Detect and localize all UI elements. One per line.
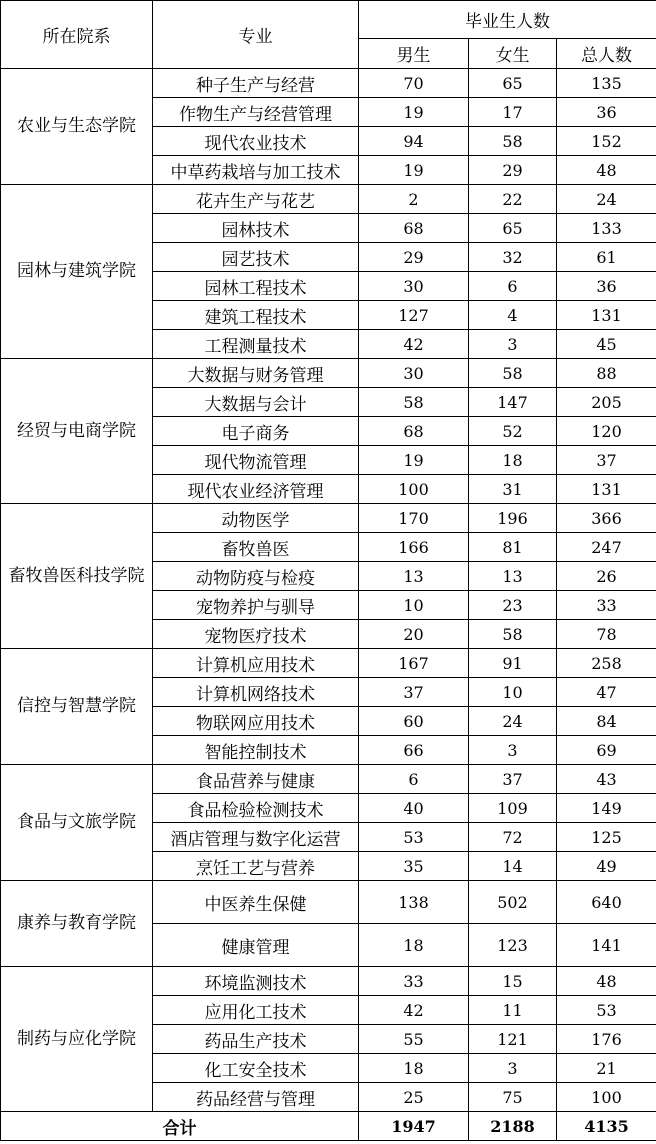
female-count: 24 bbox=[469, 707, 557, 736]
female-count: 14 bbox=[469, 852, 557, 881]
major-cell: 大数据与财务管理 bbox=[153, 359, 359, 388]
total-count: 131 bbox=[557, 475, 656, 504]
major-cell: 物联网应用技术 bbox=[153, 707, 359, 736]
major-cell: 畜牧兽医 bbox=[153, 533, 359, 562]
table-row bbox=[1, 69, 656, 98]
header-male: 男生 bbox=[359, 39, 469, 69]
major-cell: 现代物流管理 bbox=[153, 446, 359, 475]
major-cell: 大数据与会计 bbox=[153, 388, 359, 417]
female-count: 22 bbox=[469, 185, 557, 214]
male-count: 19 bbox=[359, 156, 469, 185]
male-count: 127 bbox=[359, 301, 469, 330]
total-count: 45 bbox=[557, 330, 656, 359]
major-cell: 作物生产与经营管理 bbox=[153, 98, 359, 127]
total-count: 135 bbox=[557, 69, 656, 98]
major-cell: 宠物医疗技术 bbox=[153, 620, 359, 649]
college-cell: 农业与生态学院 bbox=[1, 69, 153, 185]
major-cell: 食品营养与健康 bbox=[153, 765, 359, 794]
total-female: 2188 bbox=[469, 1112, 557, 1141]
major-cell: 动物防疫与检疫 bbox=[153, 562, 359, 591]
college-cell: 畜牧兽医科技学院 bbox=[1, 504, 153, 649]
total-count: 131 bbox=[557, 301, 656, 330]
female-count: 23 bbox=[469, 591, 557, 620]
male-count: 33 bbox=[359, 967, 469, 996]
college-cell: 园林与建筑学院 bbox=[1, 185, 153, 359]
header-total: 总人数 bbox=[557, 39, 656, 69]
total-count: 69 bbox=[557, 736, 656, 765]
major-cell: 健康管理 bbox=[153, 924, 359, 967]
major-cell: 环境监测技术 bbox=[153, 967, 359, 996]
major-cell: 计算机应用技术 bbox=[153, 649, 359, 678]
male-count: 20 bbox=[359, 620, 469, 649]
female-count: 11 bbox=[469, 996, 557, 1025]
major-cell: 药品生产技术 bbox=[153, 1025, 359, 1054]
major-cell: 现代农业经济管理 bbox=[153, 475, 359, 504]
table-row bbox=[1, 504, 656, 533]
male-count: 170 bbox=[359, 504, 469, 533]
male-count: 53 bbox=[359, 823, 469, 852]
male-count: 29 bbox=[359, 243, 469, 272]
male-count: 94 bbox=[359, 127, 469, 156]
female-count: 18 bbox=[469, 446, 557, 475]
major-cell: 计算机网络技术 bbox=[153, 678, 359, 707]
female-count: 121 bbox=[469, 1025, 557, 1054]
total-count: 176 bbox=[557, 1025, 656, 1054]
college-cell: 信控与智慧学院 bbox=[1, 649, 153, 765]
major-cell: 化工安全技术 bbox=[153, 1054, 359, 1083]
total-count: 247 bbox=[557, 533, 656, 562]
total-count: 88 bbox=[557, 359, 656, 388]
male-count: 13 bbox=[359, 562, 469, 591]
total-count: 48 bbox=[557, 156, 656, 185]
total-count: 133 bbox=[557, 214, 656, 243]
male-count: 166 bbox=[359, 533, 469, 562]
major-cell: 电子商务 bbox=[153, 417, 359, 446]
male-count: 68 bbox=[359, 417, 469, 446]
female-count: 502 bbox=[469, 881, 557, 924]
table-row bbox=[1, 359, 656, 388]
male-count: 138 bbox=[359, 881, 469, 924]
total-count: 61 bbox=[557, 243, 656, 272]
table-row bbox=[1, 967, 656, 996]
major-cell: 现代农业技术 bbox=[153, 127, 359, 156]
female-count: 17 bbox=[469, 98, 557, 127]
male-count: 42 bbox=[359, 996, 469, 1025]
female-count: 147 bbox=[469, 388, 557, 417]
male-count: 37 bbox=[359, 678, 469, 707]
major-cell: 中医养生保健 bbox=[153, 881, 359, 924]
female-count: 72 bbox=[469, 823, 557, 852]
total-count: 36 bbox=[557, 272, 656, 301]
female-count: 109 bbox=[469, 794, 557, 823]
total-count: 47 bbox=[557, 678, 656, 707]
header-college: 所在院系 bbox=[1, 1, 153, 69]
female-count: 52 bbox=[469, 417, 557, 446]
female-count: 29 bbox=[469, 156, 557, 185]
female-count: 32 bbox=[469, 243, 557, 272]
total-count: 24 bbox=[557, 185, 656, 214]
male-count: 25 bbox=[359, 1083, 469, 1112]
total-count: 26 bbox=[557, 562, 656, 591]
major-cell: 花卉生产与花艺 bbox=[153, 185, 359, 214]
total-count: 258 bbox=[557, 649, 656, 678]
male-count: 58 bbox=[359, 388, 469, 417]
female-count: 65 bbox=[469, 69, 557, 98]
female-count: 13 bbox=[469, 562, 557, 591]
male-count: 60 bbox=[359, 707, 469, 736]
major-cell: 园林工程技术 bbox=[153, 272, 359, 301]
total-count: 43 bbox=[557, 765, 656, 794]
major-cell: 药品经营与管理 bbox=[153, 1083, 359, 1112]
major-cell: 食品检验检测技术 bbox=[153, 794, 359, 823]
female-count: 3 bbox=[469, 330, 557, 359]
female-count: 58 bbox=[469, 359, 557, 388]
female-count: 4 bbox=[469, 301, 557, 330]
table-row bbox=[1, 649, 656, 678]
college-cell: 经贸与电商学院 bbox=[1, 359, 153, 504]
major-cell: 智能控制技术 bbox=[153, 736, 359, 765]
male-count: 18 bbox=[359, 1054, 469, 1083]
total-count: 37 bbox=[557, 446, 656, 475]
male-count: 30 bbox=[359, 272, 469, 301]
female-count: 3 bbox=[469, 736, 557, 765]
total-count: 53 bbox=[557, 996, 656, 1025]
female-count: 10 bbox=[469, 678, 557, 707]
total-count: 125 bbox=[557, 823, 656, 852]
table-body bbox=[1, 69, 656, 1112]
college-cell: 康养与教育学院 bbox=[1, 881, 153, 967]
total-count: 152 bbox=[557, 127, 656, 156]
male-count: 66 bbox=[359, 736, 469, 765]
total-all: 4135 bbox=[557, 1112, 656, 1141]
total-count: 141 bbox=[557, 924, 656, 967]
major-cell: 园艺技术 bbox=[153, 243, 359, 272]
female-count: 58 bbox=[469, 127, 557, 156]
female-count: 65 bbox=[469, 214, 557, 243]
college-cell: 制药与应化学院 bbox=[1, 967, 153, 1112]
female-count: 123 bbox=[469, 924, 557, 967]
male-count: 10 bbox=[359, 591, 469, 620]
major-cell: 烹饪工艺与营养 bbox=[153, 852, 359, 881]
major-cell: 宠物养护与驯导 bbox=[153, 591, 359, 620]
male-count: 167 bbox=[359, 649, 469, 678]
male-count: 2 bbox=[359, 185, 469, 214]
header-major: 专业 bbox=[153, 1, 359, 69]
total-count: 78 bbox=[557, 620, 656, 649]
header-graduates: 毕业生人数 bbox=[359, 1, 656, 39]
table-row bbox=[1, 185, 656, 214]
major-cell: 动物医学 bbox=[153, 504, 359, 533]
female-count: 75 bbox=[469, 1083, 557, 1112]
total-count: 33 bbox=[557, 591, 656, 620]
total-count: 49 bbox=[557, 852, 656, 881]
total-label: 合计 bbox=[1, 1112, 359, 1141]
major-cell: 工程测量技术 bbox=[153, 330, 359, 359]
college-cell: 食品与文旅学院 bbox=[1, 765, 153, 881]
male-count: 19 bbox=[359, 446, 469, 475]
total-count: 48 bbox=[557, 967, 656, 996]
female-count: 58 bbox=[469, 620, 557, 649]
total-count: 149 bbox=[557, 794, 656, 823]
total-count: 36 bbox=[557, 98, 656, 127]
total-row bbox=[1, 1112, 656, 1141]
table-row bbox=[1, 765, 656, 794]
male-count: 6 bbox=[359, 765, 469, 794]
female-count: 37 bbox=[469, 765, 557, 794]
female-count: 81 bbox=[469, 533, 557, 562]
major-cell: 园林技术 bbox=[153, 214, 359, 243]
male-count: 100 bbox=[359, 475, 469, 504]
male-count: 70 bbox=[359, 69, 469, 98]
male-count: 40 bbox=[359, 794, 469, 823]
total-count: 366 bbox=[557, 504, 656, 533]
male-count: 18 bbox=[359, 924, 469, 967]
total-count: 640 bbox=[557, 881, 656, 924]
female-count: 196 bbox=[469, 504, 557, 533]
male-count: 55 bbox=[359, 1025, 469, 1054]
major-cell: 酒店管理与数字化运营 bbox=[153, 823, 359, 852]
total-count: 21 bbox=[557, 1054, 656, 1083]
male-count: 42 bbox=[359, 330, 469, 359]
male-count: 19 bbox=[359, 98, 469, 127]
female-count: 31 bbox=[469, 475, 557, 504]
table-row bbox=[1, 881, 656, 924]
male-count: 30 bbox=[359, 359, 469, 388]
major-cell: 应用化工技术 bbox=[153, 996, 359, 1025]
male-count: 68 bbox=[359, 214, 469, 243]
header-female: 女生 bbox=[469, 39, 557, 69]
total-count: 120 bbox=[557, 417, 656, 446]
female-count: 91 bbox=[469, 649, 557, 678]
major-cell: 中草药栽培与加工技术 bbox=[153, 156, 359, 185]
major-cell: 种子生产与经营 bbox=[153, 69, 359, 98]
total-count: 84 bbox=[557, 707, 656, 736]
total-count: 100 bbox=[557, 1083, 656, 1112]
female-count: 3 bbox=[469, 1054, 557, 1083]
total-male: 1947 bbox=[359, 1112, 469, 1141]
major-cell: 建筑工程技术 bbox=[153, 301, 359, 330]
male-count: 35 bbox=[359, 852, 469, 881]
female-count: 6 bbox=[469, 272, 557, 301]
female-count: 15 bbox=[469, 967, 557, 996]
total-count: 205 bbox=[557, 388, 656, 417]
